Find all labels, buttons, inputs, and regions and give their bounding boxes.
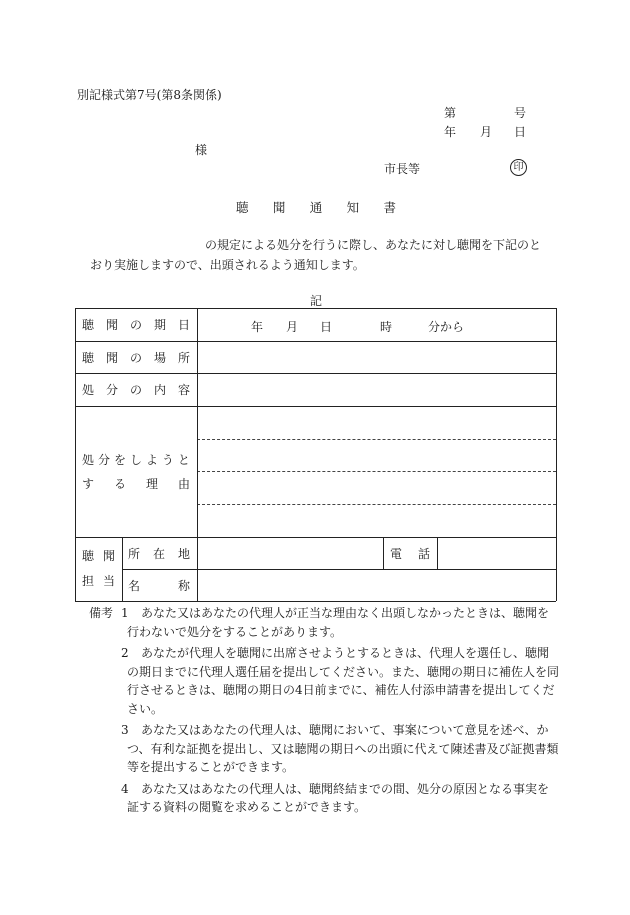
title-char: 聞 [272, 200, 286, 215]
date-field-year: 年 [251, 320, 264, 334]
note-text: あなた又はあなたの代理人が正当な理由なく出頭しなかったときは、聴聞を行わないで処分をすることがあります。 [127, 606, 550, 639]
note-number: 4 [121, 781, 129, 796]
document-title [236, 198, 396, 216]
label-hearing-staff-line2: 担 当 [82, 573, 115, 588]
notes-heading: 備考 [89, 606, 114, 620]
intro-line-2: おり実施しますので、出頭されるよう通知します。 [90, 258, 365, 272]
date-month: 月 [480, 125, 493, 139]
ki-mark: 記 [310, 294, 323, 308]
note-number: 2 [121, 646, 129, 660]
note-text: あなた又はあなたの代理人は、聴聞において、事案について意見を述べ、かつ、有利な証拠を提出し、又は聴聞の期日への出頭に代えて陳述書及び証拠書類等を提出することができます。 [127, 723, 559, 774]
seal-mark: 印 [510, 159, 527, 176]
note-number: 3 [121, 723, 129, 737]
addressee-suffix: 様 [195, 143, 208, 157]
form-reference: 別記様式第7号(第8条関係) [77, 88, 222, 102]
label-hearing-date: 聴 聞 の 期 日 [82, 318, 190, 332]
label-hearing-place: 聴 聞 の 場 所 [82, 351, 190, 365]
label-phone: 電 話 [390, 546, 430, 561]
number-prefix: 第 [444, 106, 457, 120]
label-hearing-staff-line1: 聴 聞 [82, 548, 115, 563]
issuer-name: 市長等 [384, 162, 421, 176]
title-char: 知 [346, 200, 360, 215]
date-day: 日 [514, 125, 527, 139]
notes-section [89, 604, 559, 817]
title-char: 書 [383, 200, 396, 215]
label-disposition-content: 処 分 の 内 容 [82, 383, 190, 397]
note-item [89, 644, 559, 718]
title-char: 通 [309, 200, 323, 215]
label-disposition-reason-line1: 処 分 を し よ う と [82, 452, 190, 467]
note-text: あなたが代理人を聴聞に出席させようとするときは、代理人を選任し、聴聞の期日までに代理人選任届を提出してください。また、聴聞の期日に補佐人を同行させるときは、聴聞の期日の4日前までに、補佐人付添申請書を提出してください。 [127, 646, 560, 716]
date-field-day: 日 [320, 320, 333, 334]
number-suffix: 号 [514, 106, 527, 120]
date-field-minute: 分から [428, 320, 465, 334]
note-number: 1 [121, 606, 129, 620]
date-field-month: 月 [286, 320, 299, 334]
intro-line-1: の規定による処分を行うに際し、あなたに対し聴聞を下記のと [205, 238, 542, 252]
label-address: 所 在 地 [128, 546, 190, 561]
label-disposition-reason-line2: す る 理 由 [82, 476, 190, 491]
date-year: 年 [444, 125, 457, 139]
note-item [89, 780, 559, 817]
label-name: 名 称 [128, 578, 190, 593]
note-text: あなた又はあなたの代理人は、聴聞終結までの間、処分の原因となる事実を証する資料の閲覧を求めることができます。 [127, 781, 550, 814]
note-item [89, 721, 559, 777]
title-char: 聴 [236, 200, 249, 215]
date-field-hour: 時 [380, 320, 393, 334]
note-item [89, 604, 559, 641]
